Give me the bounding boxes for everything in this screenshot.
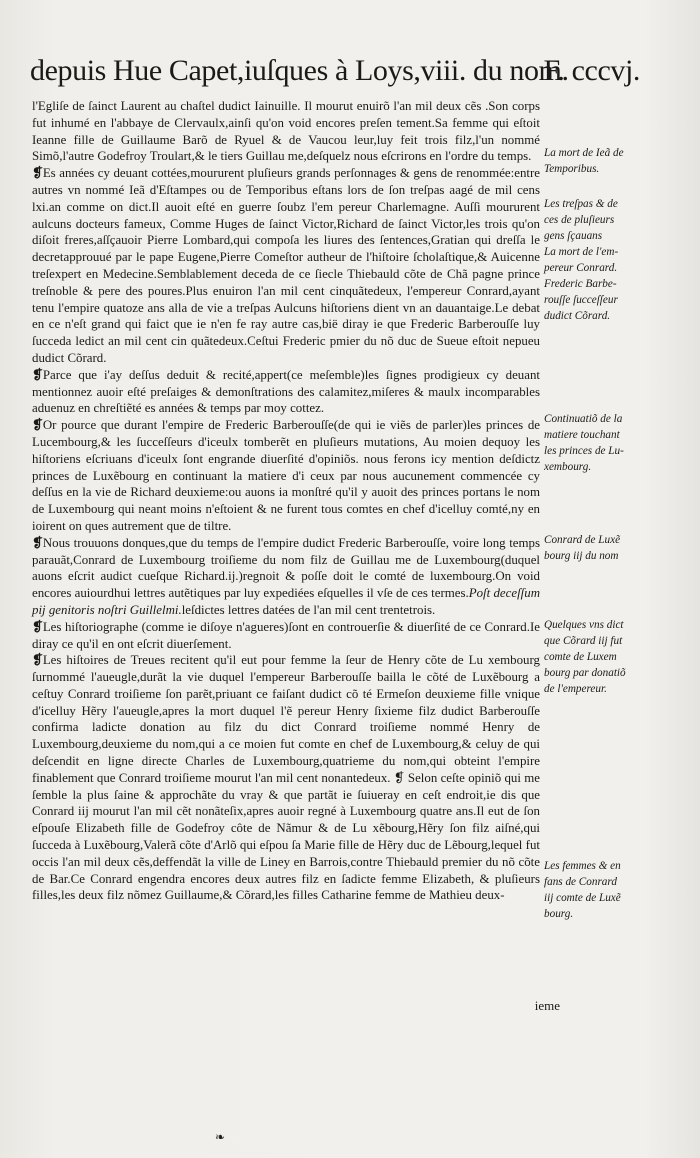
catchword: ieme	[534, 998, 560, 1013]
margin-note-line: que Cõrard iij fut	[544, 635, 623, 647]
margin-note-line: iij comte de Luxẽ	[544, 892, 621, 904]
margin-note-line: gens ſçauans	[544, 230, 603, 242]
margin-note-line: Continuatiõ de la	[544, 413, 623, 425]
paragraph-text: Les hiſtoires de Treues recitent qu'il eut pour femme la ſeur de Henry cõte de Lu xembourg ſurnommé l'aueugle,durãt la vie duquel l'empereur Barberouſſe bailla le cõté de Luxẽbourg a ceſtuy Conrard troiſieme ſon parẽt,priuant ce faiſant dudict cõ té Ermeſon deuxieme fille vnique d'icelluy Hẽry l'aueugle,apres la mort duquel l'ẽ pereur Henry ſixieme filz dudict Barberouſſe confirma ladicte donation au filz du dict Conrard troiſieme nommé Henry de Luxembourg,deuxieme du nom,qui a ce moien fut comte en chef de Luxembourg,& celuy de qui deſcendit en ligne directe Charles de Luxembourg,quatrieme du nom,qui obteint l'empire finablement que Conrard troiſieme mourut l'an mil cent nonantedeux. ❡ Selon ceſte opiniõ qui me ſemble la plus ſaine & approchãte du vray & que partãt ie ſuiueray en ceſt endroit,ie dis que Conrard iij mourut l'an mil cẽt nonãteſix,apres auoir regné à Luxembourg quatre ans.Il eut de ſon eſpouſe Elizabeth fille de Godefroy côte de Nãmur & de Lu xẽbourg,Hẽry ſon filz aiſné,qui ſucceda à Luxẽbourg,Valerã cõte d'Arlõ qui eſpou ſa Marie fille de Hẽry duc de Lẽbourg,lequel fut occis l'an mil deux cẽs,deffendãt la ville de Liney en Barrois,contre Thiebauld premier du nõ cõte de Bar.Ce Conrard engendra encores deux autres filz en ſadicte femme Elizabeth, & pluſieurs filles,les deux filz nõmez Guillaume,& Cõrard,les filles Catharine femme de Mathieu deux-	[32, 653, 540, 903]
margin-note-line: rouſſe ſucceſſeur	[544, 294, 618, 306]
pilcrow-icon: ❡	[32, 418, 43, 433]
paragraph-text: Es années cy deuant cottées,moururent pluſieurs grands perſonnages & gens de renommée:entre autres vn nommé Ieã d'Eſtampes ou de Temporibus eſtans lors de ſon treſpas aagé de mil cens lxi.an comme on dict.Il auoit eſté en guerre ſoubz l'em pereur Charlemagne. Auſſi moururent aulcuns docteurs fameux, Comme Huges de ſainct Victor,Richard de ſainct Victor,les trois qu'on diſoit freres,aſſçauoir Pierre Lombard,qui compoſa les liures des ſentences,Gratian qui dreſſa le decretapprouué par le pape Eugene,Pierre Comeſtor autheur de l'hiſtoire ſcholaſtique,& Auicenne treſexpert en Medecine.Semblablement deceda de ce ſiecle Thiebauld cõte de Chã pagne prince treſnoble & pere des poures.Plus enuiron l'an mil cent cinquãtedeux, l'empereur Conrard,ayant tenu l'empire quatoze ans alla de vie a treſpas Aulcuns hiſtoriens dient vn an dauantaige.Le debat en ce n'eſt grand qui faict que ie n'en fe ray autre cas,bië diray ie que Frederic Barberouſſe luy ſucceda ledict an mil cent cin quãtedeux.Ceſtui Frederic pmier du nõ duc de Sueue eſtoit nepueu dudict Cõrard.	[32, 166, 540, 365]
margin-note-line: fans de Conrard	[544, 876, 617, 888]
margin-note	[544, 617, 672, 697]
margin-note	[544, 145, 672, 177]
paragraph-text: Or pource que durant l'empire de Frederic Barberouſſe(de qui ie viẽs de parler)les princes de Lucembourg,& les ſucceſſeurs d'iceulx tomberẽt en pluſieurs mutations, Au moien dequoy les hiſtoriens eſcriuans d'iceulx ſont engrande diuerſité d'opiniõs. nous ferons icy mention deſdictz princes de Luxẽbourg en continuant la matiere d'i ceux par nous aucunement commencée cy deſſus en la vie de Richard deuxieme:ou auons ia monſtré qu'il y auoit des princes portans le nom de Luxembourg qui neant moins n'eſtoient & ne furent tous comtes en chef d'icelluy comté,ny en ioirent on ques autrement que de tiltre.	[32, 418, 540, 533]
margin-note-line: matiere touchant	[544, 429, 620, 441]
pilcrow-icon: ❡	[32, 166, 43, 181]
paragraph	[32, 652, 540, 904]
latin-quotation: Poſt deceſſum pij genitoris noſtri Guillelmi.	[32, 586, 540, 617]
body-text	[32, 98, 540, 904]
margin-note-line: Les treſpas & de	[544, 198, 618, 210]
margin-note	[544, 532, 672, 564]
paragraph	[32, 367, 540, 417]
margin-note-line: les princes de Lu-	[544, 445, 624, 457]
paragraph-text: Les hiſtoriographe (comme ie diſoye n'agueres)ſont en controuerſie & diuerſité de ce Conrard.Ie diray ce qu'il en ont eſcrit diuerſement.	[32, 619, 540, 651]
pilcrow-icon: ❡	[32, 535, 43, 550]
margin-note-line: bourg iij du nom	[544, 550, 619, 562]
margin-note-line: Quelques vns dict	[544, 619, 624, 631]
margin-note-line: dudict Cõrard.	[544, 310, 611, 322]
header-title: depuis Hue Capet,iuſques à Loys,viii. du nom.	[30, 54, 569, 87]
margin-note-line: Conrard de Luxẽ	[544, 534, 621, 546]
margin-note-line: comte de Luxem	[544, 651, 617, 663]
paragraph	[32, 619, 540, 653]
margin-note-line: xembourg.	[544, 461, 592, 473]
margin-note	[544, 411, 672, 475]
paragraph	[32, 417, 540, 535]
paragraph-text: Nous trouuons donques,que du temps de l'empire dudict Frederic Barberouſſe, voire long temps parauãt,Conrard de Luxembourg troiſieme du nom filz de Guillau me de Luxembourg(duquel auons eſcrit audict cueſque Richard.ij.)regnoit & poſſe doit le comté de luxembourg.On void encores auiourdhui lettres autẽtiques par luy expediées eſquelles il vſe de ces termes.	[32, 535, 540, 601]
paragraph-text: Parce que i'ay deſſus deduit & recité,appert(ce meſemble)les ſignes prodigieux cy deuant mentionnez auoir eſté preſaiges & demonſtrations des calamitez,miſeres & maulx incomparables aduenuz en chreſtiẽté es années & temps par moy cottez.	[32, 367, 540, 416]
paragraph	[32, 165, 540, 367]
pilcrow-icon: ❡	[32, 619, 43, 634]
paragraph-text: l'Egliſe de ſainct Laurent au chaſtel dudict Iainuille. Il mourut enuirõ l'an mil deux cẽs .Son corps fut inhumé en l'abbaye de Clervaulx,ainſi qu'on void encores preſen tement.Sa femme qui eſtoit Ieanne fille de Guillaume Barõ de Ryuel & de Vaucou leur,luy feit trois filz,l'un nommé Simõ,l'autre Godefroy Troulart,& le tiers Guillau me,deſquelz nous eſcrirons en l'ordre du temps.	[32, 99, 540, 164]
margin-note-line: bourg par donatiõ	[544, 667, 626, 679]
margin-note-line: ces de pluſieurs	[544, 214, 615, 226]
margin-note-line: Les femmes & en	[544, 860, 621, 872]
paragraph	[32, 98, 540, 165]
running-header	[30, 46, 670, 96]
margin-note-line: La mort de Ieã de	[544, 147, 624, 159]
folio-number: F. cccvj.	[543, 54, 640, 87]
pilcrow-icon: ❡	[32, 367, 43, 382]
margin-note-line: pereur Conrard.	[544, 262, 618, 274]
margin-note-line: de l'empereur.	[544, 683, 607, 695]
margin-note	[544, 858, 672, 922]
margin-note-line: bourg.	[544, 908, 574, 920]
paragraph-text-tail: leſdictes lettres datées de l'an mil cent trentetrois.	[181, 602, 436, 617]
margin-note-line: La mort de l'em-	[544, 246, 619, 258]
paragraph	[32, 535, 540, 619]
pilcrow-icon: ❡	[32, 653, 43, 668]
margin-note-line: Frederic Barbe-	[544, 278, 617, 290]
fleuron-icon: ❧	[215, 1130, 226, 1144]
margin-note	[544, 196, 672, 324]
margin-note-line: Temporibus.	[544, 163, 600, 175]
